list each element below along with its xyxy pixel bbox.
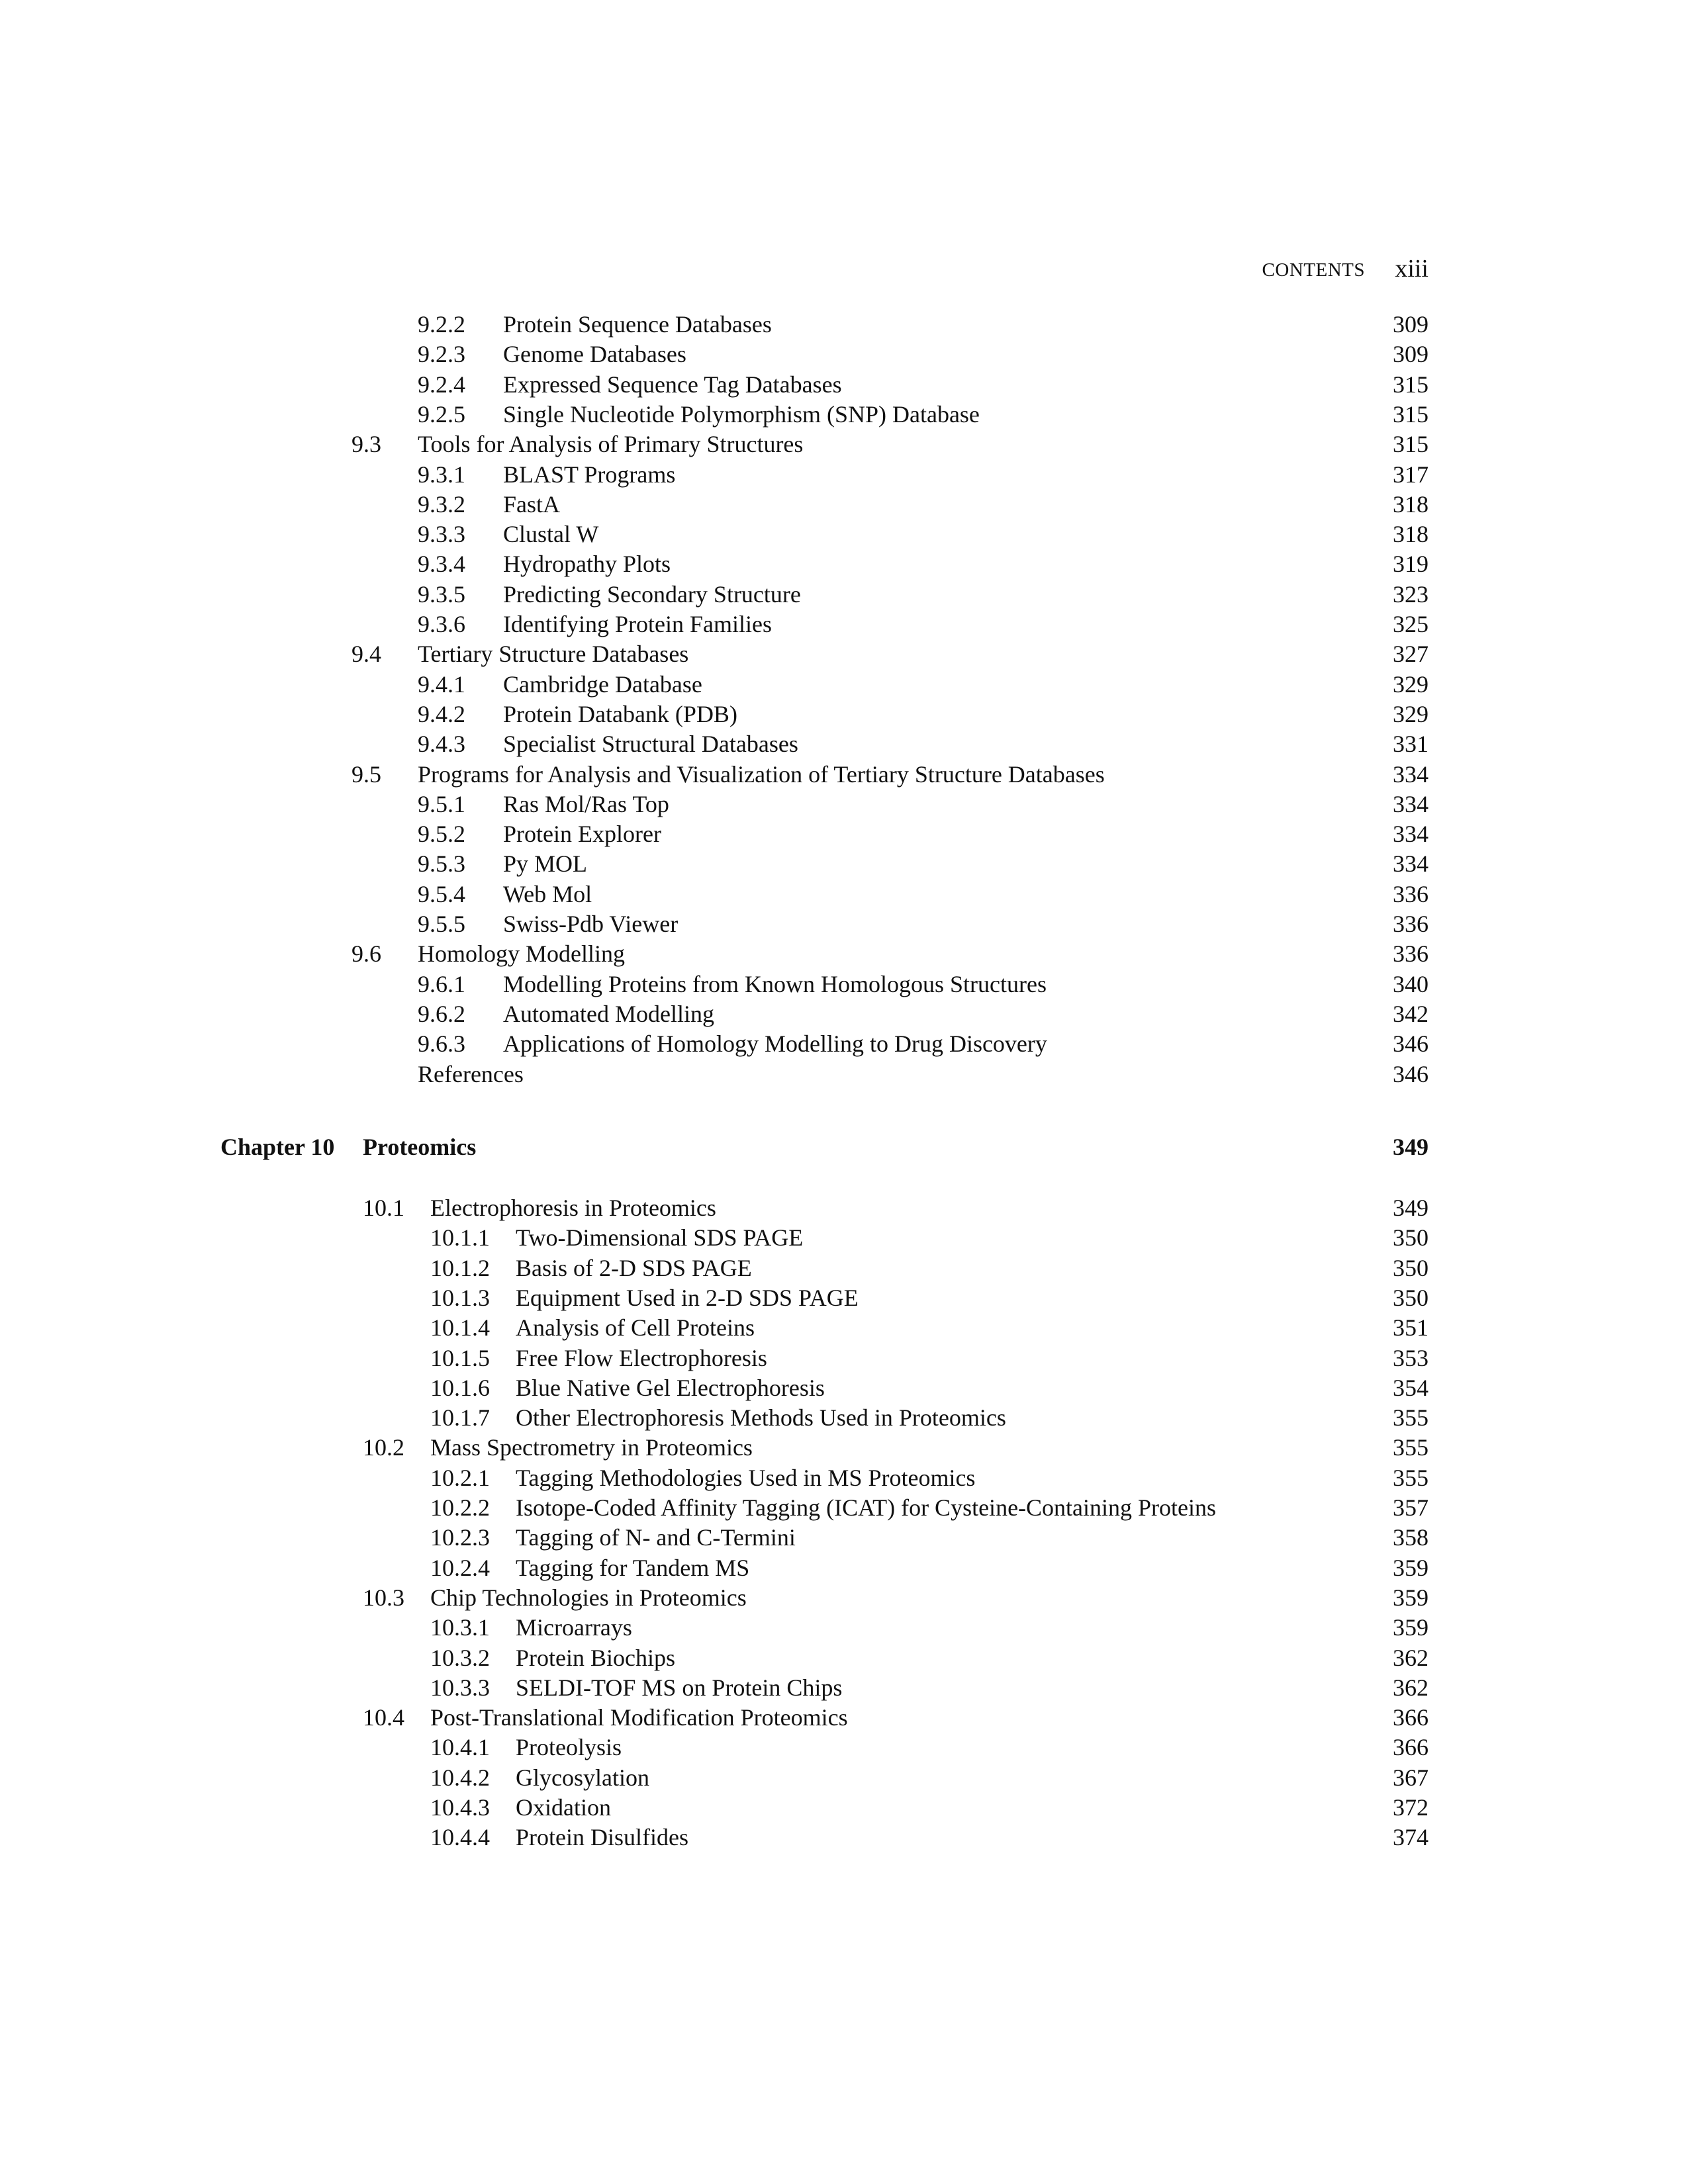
toc-entry-number: 9.6.3 <box>418 1030 465 1057</box>
toc-entry-title: Expressed Sequence Tag Databases <box>503 371 842 398</box>
toc-entry-page: 340 <box>1393 971 1429 997</box>
toc-entry-number: 10.4.4 <box>430 1824 490 1850</box>
toc-entry-page: 367 <box>1393 1764 1429 1791</box>
toc-entry-title: Isotope-Coded Affinity Tagging (ICAT) for Cysteine-Containing Proteins <box>516 1494 1217 1521</box>
toc-entry-number: 9.4.1 <box>418 671 465 698</box>
toc-entry-number: 10.1.5 <box>430 1345 490 1371</box>
toc-entry-number: 9.5.5 <box>418 911 465 937</box>
toc-entry-title: Tools for Analysis of Primary Structures <box>418 431 804 457</box>
toc-entry-title: Proteolysis <box>516 1734 622 1760</box>
toc-entry-page: 355 <box>1393 1434 1429 1461</box>
toc-entry-number: 9.5.4 <box>418 881 465 907</box>
toc-entry-title: Electrophoresis in Proteomics <box>430 1195 716 1221</box>
toc-entry-page: 334 <box>1393 821 1429 847</box>
toc-entry-title: Tagging of N- and C-Termini <box>516 1524 796 1551</box>
toc-entry-page: 318 <box>1393 491 1429 518</box>
toc-entry-number: 10.1 <box>363 1195 404 1221</box>
toc-entry-number: 9.5 <box>352 761 381 788</box>
toc-entry-number: 10.2.2 <box>430 1494 490 1521</box>
toc-entry-title: Equipment Used in 2-D SDS PAGE <box>516 1285 859 1311</box>
toc-entry-page: 346 <box>1393 1061 1429 1087</box>
toc-entry-page: 359 <box>1393 1614 1429 1641</box>
toc-entry-page: 350 <box>1393 1285 1429 1311</box>
toc-entry-number: 10.1.2 <box>430 1255 490 1281</box>
toc-entry-title: Tagging for Tandem MS <box>516 1555 750 1581</box>
toc-entry-number: 9.4 <box>352 641 381 667</box>
toc-entry-page: 331 <box>1393 731 1429 757</box>
toc-entry-page: 336 <box>1393 911 1429 937</box>
toc-entry-number: 10.3.2 <box>430 1645 490 1671</box>
toc-entry-title: SELDI-TOF MS on Protein Chips <box>516 1674 843 1701</box>
toc-entry-page: 355 <box>1393 1465 1429 1491</box>
toc-entry-page: 349 <box>1393 1195 1429 1221</box>
toc-entry-title: BLAST Programs <box>503 461 676 488</box>
toc-entry-number: 9.5.1 <box>418 791 465 817</box>
toc-entry-page: 366 <box>1393 1734 1429 1760</box>
toc-entry-page: 309 <box>1393 311 1429 338</box>
toc-entry-number: 9.2.4 <box>418 371 465 398</box>
toc-entry-number: 9.6.1 <box>418 971 465 997</box>
toc-entry-title: Hydropathy Plots <box>503 551 671 577</box>
toc-entry-page: 358 <box>1393 1524 1429 1551</box>
toc-entry-page: 329 <box>1393 671 1429 698</box>
toc-entry-number: 10.4.2 <box>430 1764 490 1791</box>
toc-entry-title: Two-Dimensional SDS PAGE <box>516 1224 804 1251</box>
toc-entry-page: 334 <box>1393 761 1429 788</box>
toc-entry-page: 374 <box>1393 1824 1429 1850</box>
toc-entry-number: 10.1.4 <box>430 1314 490 1341</box>
toc-entry-page: 336 <box>1393 940 1429 967</box>
toc-entry-number: 9.3.3 <box>418 521 465 547</box>
toc-entry-page: 362 <box>1393 1645 1429 1671</box>
toc-entry-number: 10.3.1 <box>430 1614 490 1641</box>
running-header-title: CONTENTS <box>1262 259 1365 281</box>
toc-entry-number: 10.1.3 <box>430 1285 490 1311</box>
toc-entry-page: 362 <box>1393 1674 1429 1701</box>
toc-entry-title: Protein Sequence Databases <box>503 311 772 338</box>
page-number: xiii <box>1395 255 1429 283</box>
toc-entry-page: 350 <box>1393 1255 1429 1281</box>
toc-entry-title: Modelling Proteins from Known Homologous Structures <box>503 971 1047 997</box>
toc-entry-title: Protein Disulfides <box>516 1824 688 1850</box>
toc-entry-number: 9.3 <box>352 431 381 457</box>
toc-entry-number: 9.5.3 <box>418 850 465 877</box>
toc-entry-page: 350 <box>1393 1224 1429 1251</box>
toc-entry-number: 9.6 <box>352 940 381 967</box>
toc-entry-number: 10.2 <box>363 1434 404 1461</box>
toc-entry-title: Protein Biochips <box>516 1645 675 1671</box>
toc-entry-page: 359 <box>1393 1584 1429 1611</box>
toc-entry-number: 10.4.1 <box>430 1734 490 1760</box>
toc-entry-number: 10.1.1 <box>430 1224 490 1251</box>
toc-entry-number: 9.5.2 <box>418 821 465 847</box>
toc-entry-title: Swiss-Pdb Viewer <box>503 911 679 937</box>
toc-entry-page: 325 <box>1393 611 1429 637</box>
toc-entry-page: 355 <box>1393 1404 1429 1431</box>
toc-entry-title: Programs for Analysis and Visualization of Tertiary Structure Databases <box>418 761 1105 788</box>
toc-entry-number: 9.3.2 <box>418 491 465 518</box>
toc-entry-title: Basis of 2-D SDS PAGE <box>516 1255 752 1281</box>
toc-entry-title: Chip Technologies in Proteomics <box>430 1584 747 1611</box>
chapter-label: Chapter 10 <box>220 1134 335 1160</box>
toc-entry-title: Tertiary Structure Databases <box>418 641 689 667</box>
toc-entry-title: Single Nucleotide Polymorphism (SNP) Database <box>503 401 980 428</box>
toc-entry-page: 319 <box>1393 551 1429 577</box>
toc-entry-page: 315 <box>1393 371 1429 398</box>
toc-entry-title: Glycosylation <box>516 1764 649 1791</box>
toc-entry-number: 9.3.1 <box>418 461 465 488</box>
toc-entry-page: 366 <box>1393 1704 1429 1731</box>
toc-entry-title: Other Electrophoresis Methods Used in Proteomics <box>516 1404 1006 1431</box>
toc-entry-title: FastA <box>503 491 561 518</box>
toc-entry-page: 359 <box>1393 1555 1429 1581</box>
toc-entry-number: 9.2.2 <box>418 311 465 338</box>
toc-entry-number: 10.4.3 <box>430 1794 490 1821</box>
toc-entry-page: 372 <box>1393 1794 1429 1821</box>
toc-entry-page: 342 <box>1393 1001 1429 1027</box>
toc-entry-page: 334 <box>1393 791 1429 817</box>
toc-entry-number: 10.1.7 <box>430 1404 490 1431</box>
toc-entry-title: Ras Mol/Ras Top <box>503 791 669 817</box>
toc-entry-number: 10.3.3 <box>430 1674 490 1701</box>
toc-entry-title: Free Flow Electrophoresis <box>516 1345 767 1371</box>
toc-entry-page: 329 <box>1393 701 1429 727</box>
toc-entry-page: 315 <box>1393 401 1429 428</box>
toc-entry-number: 9.6.2 <box>418 1001 465 1027</box>
toc-entry-title: References <box>418 1061 524 1087</box>
toc-entry-number: 9.3.6 <box>418 611 465 637</box>
toc-entry-title: Py MOL <box>503 850 588 877</box>
toc-entry-page: 346 <box>1393 1030 1429 1057</box>
toc-entry-title: Homology Modelling <box>418 940 625 967</box>
toc-entry-title: Genome Databases <box>503 341 686 367</box>
toc-entry-title: Analysis of Cell Proteins <box>516 1314 755 1341</box>
toc-entry-page: 317 <box>1393 461 1429 488</box>
toc-entry-page: 327 <box>1393 641 1429 667</box>
toc-entry-number: 9.3.5 <box>418 581 465 608</box>
toc-entry-title: Tagging Methodologies Used in MS Proteomics <box>516 1465 976 1491</box>
toc-entry-page: 315 <box>1393 431 1429 457</box>
toc-entry-number: 9.4.2 <box>418 701 465 727</box>
toc-entry-title: Specialist Structural Databases <box>503 731 798 757</box>
toc-entry-title: Web Mol <box>503 881 592 907</box>
toc-entry-title: Protein Databank (PDB) <box>503 701 737 727</box>
toc-entry-number: 9.2.5 <box>418 401 465 428</box>
toc-entry-number: 9.3.4 <box>418 551 465 577</box>
chapter-title: Proteomics <box>363 1134 477 1160</box>
toc-entry-number: 9.2.3 <box>418 341 465 367</box>
toc-entry-title: Clustal W <box>503 521 599 547</box>
toc-entry-page: 351 <box>1393 1314 1429 1341</box>
toc-entry-page: 336 <box>1393 881 1429 907</box>
toc-entry-number: 10.4 <box>363 1704 404 1731</box>
toc-entry-title: Post-Translational Modification Proteomics <box>430 1704 848 1731</box>
toc-entry-number: 10.1.6 <box>430 1375 490 1401</box>
toc-entry-title: Predicting Secondary Structure <box>503 581 801 608</box>
toc-entry-title: Mass Spectrometry in Proteomics <box>430 1434 753 1461</box>
toc-entry-title: Protein Explorer <box>503 821 661 847</box>
toc-entry-page: 334 <box>1393 850 1429 877</box>
toc-entry-number: 10.2.1 <box>430 1465 490 1491</box>
toc-entry-title: Applications of Homology Modelling to Drug Discovery <box>503 1030 1047 1057</box>
toc-entry-title: Cambridge Database <box>503 671 702 698</box>
toc-entry-title: Microarrays <box>516 1614 632 1641</box>
toc-entry-title: Blue Native Gel Electrophoresis <box>516 1375 825 1401</box>
toc-entry-page: 309 <box>1393 341 1429 367</box>
toc-entry-title: Oxidation <box>516 1794 611 1821</box>
toc-entry-number: 10.2.3 <box>430 1524 490 1551</box>
toc-entry-number: 10.3 <box>363 1584 404 1611</box>
chapter-page: 349 <box>1393 1134 1429 1160</box>
toc-entry-page: 318 <box>1393 521 1429 547</box>
toc-entry-number: 9.4.3 <box>418 731 465 757</box>
toc-entry-page: 357 <box>1393 1494 1429 1521</box>
toc-entry-number: 10.2.4 <box>430 1555 490 1581</box>
toc-entry-page: 323 <box>1393 581 1429 608</box>
toc-entry-title: Identifying Protein Families <box>503 611 772 637</box>
toc-entry-page: 354 <box>1393 1375 1429 1401</box>
toc-entry-title: Automated Modelling <box>503 1001 714 1027</box>
toc-entry-page: 353 <box>1393 1345 1429 1371</box>
